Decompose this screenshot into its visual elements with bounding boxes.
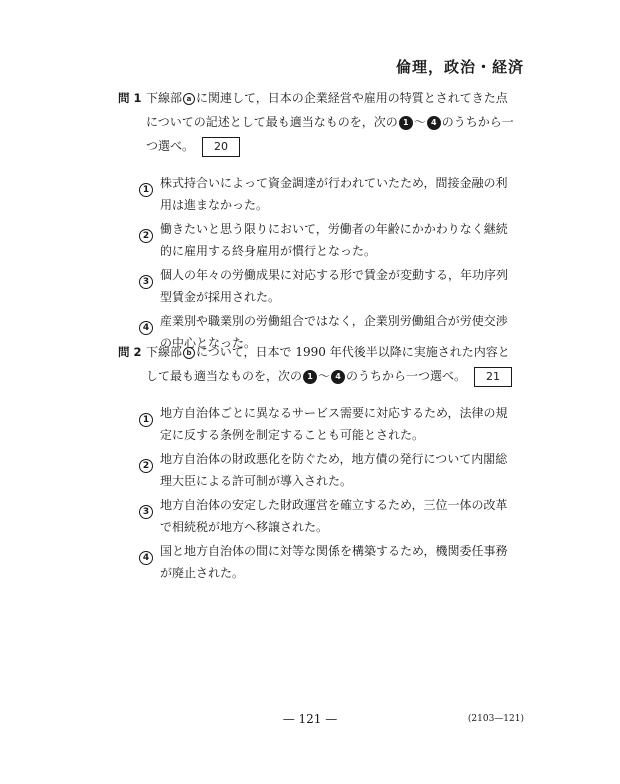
answer-box[interactable]: 21 bbox=[474, 367, 512, 387]
question-text-part: 下線部 bbox=[146, 345, 183, 359]
option-1[interactable] bbox=[138, 402, 518, 446]
range-start-mark: 1 bbox=[303, 370, 317, 384]
question-2 bbox=[118, 340, 518, 586]
question-text-part: 下線部 bbox=[146, 91, 183, 105]
page-number: — 121 — bbox=[282, 712, 338, 726]
option-text: 国と地方自治体の間に対等な関係を構築するため，機関委任事務が廃止された。 bbox=[160, 544, 508, 580]
range-start-mark: 1 bbox=[399, 116, 413, 130]
question-number: 問 2 bbox=[118, 345, 142, 359]
range-separator: ～ bbox=[413, 115, 426, 129]
underline-ref-mark: b bbox=[183, 347, 195, 359]
option-number-mark: 4 bbox=[139, 321, 153, 335]
question-number: 問 1 bbox=[118, 91, 142, 105]
answer-box[interactable]: 20 bbox=[202, 137, 240, 157]
question-text bbox=[146, 340, 518, 388]
option-1[interactable] bbox=[138, 172, 518, 216]
option-number-mark: 1 bbox=[139, 183, 153, 197]
option-text: 産業別や職業別の労働組合ではなく，企業別労働組合が労使交渉の中心となった。 bbox=[160, 314, 508, 350]
options-list bbox=[138, 172, 518, 354]
option-number-mark: 3 bbox=[139, 505, 153, 519]
question-text-part: について，日本で 1990 年代後半以降に実施された内容として最も適当なものを，次の bbox=[146, 345, 510, 383]
option-text: 地方自治体の財政悪化を防ぐため，地方債の発行について内閣総理大臣による許可制が導入された。 bbox=[160, 452, 508, 488]
option-text: 個人の年々の労働成果に対応する形で賃金が変動する，年功序列型賃金が採用された。 bbox=[160, 268, 509, 304]
option-3[interactable] bbox=[138, 264, 518, 308]
page-code: (2103—121) bbox=[467, 714, 524, 724]
option-2[interactable] bbox=[138, 218, 518, 262]
option-4[interactable] bbox=[138, 540, 518, 584]
option-text: 株式持合いによって資金調達が行われていたため，間接金融の利用は進まなかった。 bbox=[160, 176, 508, 212]
question-text-part: のうちから一つ選べ。 bbox=[146, 115, 514, 153]
option-number-mark: 2 bbox=[139, 229, 153, 243]
question-text-part: のうちから一つ選べ。 bbox=[346, 369, 467, 383]
range-separator: ～ bbox=[318, 369, 331, 383]
option-number-mark: 2 bbox=[139, 459, 153, 473]
question-1 bbox=[118, 86, 518, 356]
range-end-mark: 4 bbox=[427, 116, 441, 130]
question-text-part: に関連して，日本の企業経営や雇用の特質とされてきた点についての記述として最も適当なものを，次の bbox=[146, 91, 508, 129]
option-number-mark: 3 bbox=[139, 275, 153, 289]
option-text: 働きたいと思う限りにおいて，労働者の年齢にかかわりなく継続的に雇用する終身雇用が慣行となった。 bbox=[160, 222, 508, 258]
options-list bbox=[138, 402, 518, 584]
subject-title: 倫理，政治・経済 bbox=[395, 58, 524, 76]
option-number-mark: 1 bbox=[139, 413, 153, 427]
option-3[interactable] bbox=[138, 494, 518, 538]
option-text: 地方自治体ごとに異なるサービス需要に対応するため，法律の規定に反する条例を制定することも可能とされた。 bbox=[160, 406, 508, 442]
option-number-mark: 4 bbox=[139, 551, 153, 565]
option-text: 地方自治体の安定した財政運営を確立するため，三位一体の改革で相続税が地方へ移譲された。 bbox=[160, 498, 508, 534]
range-end-mark: 4 bbox=[331, 370, 345, 384]
underline-ref-mark: a bbox=[183, 93, 195, 105]
option-2[interactable] bbox=[138, 448, 518, 492]
question-text bbox=[146, 86, 518, 158]
